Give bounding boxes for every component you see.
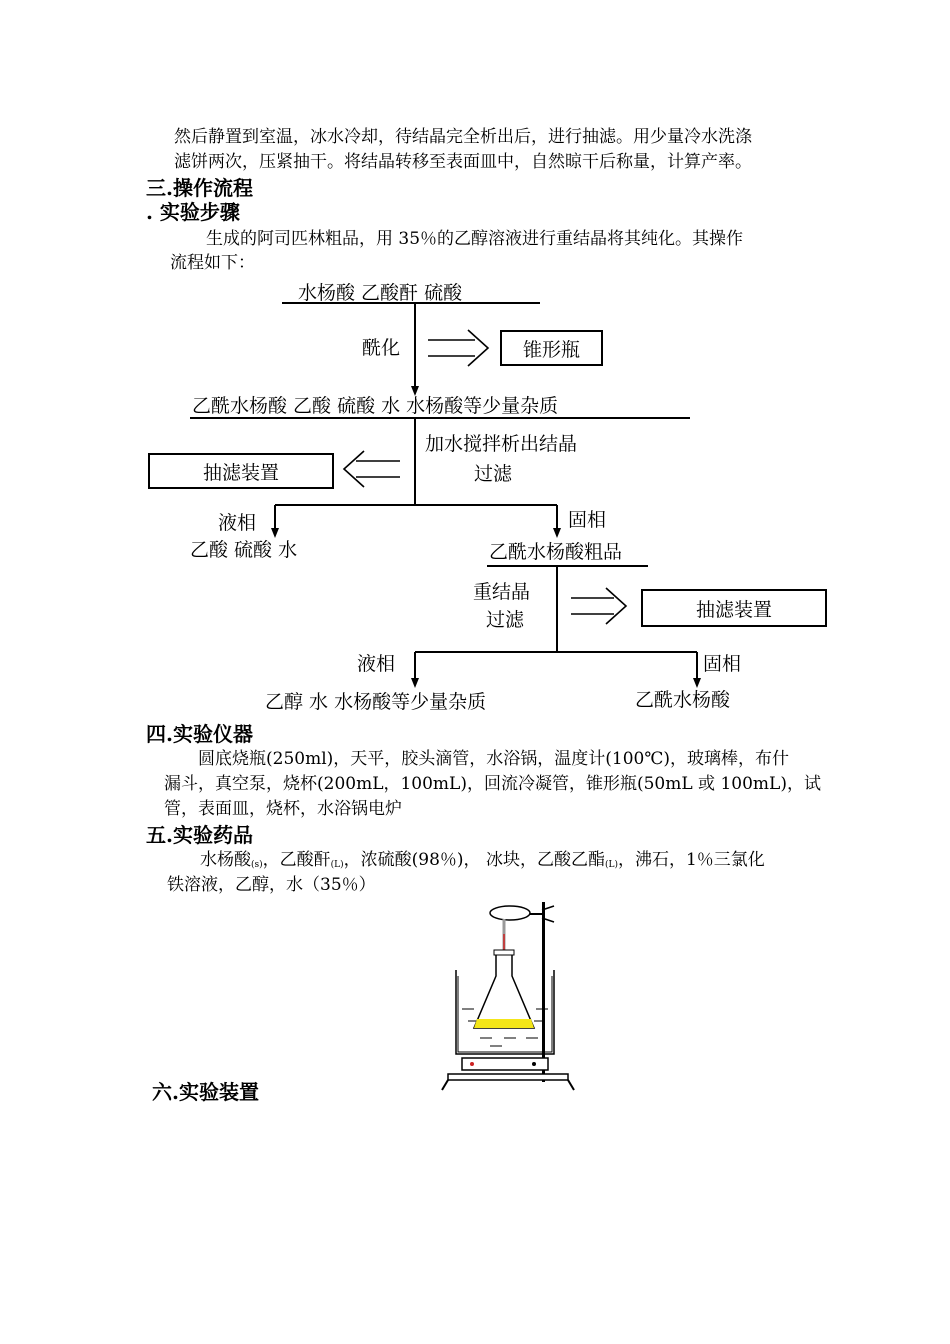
flow-step3-label-2: 过滤 [486, 609, 525, 631]
section4-line-1: 圆底烧瓶(250ml)，天平，胶头滴管，水浴锅，温度计(100℃)，玻璃棒，布什 [198, 749, 789, 769]
flow-step2-label-2: 过滤 [474, 463, 513, 485]
flow-reactants: 水杨酸 乙酸酐 硫酸 [298, 282, 463, 304]
flow-liquid1-content: 乙酸 硫酸 水 [190, 539, 298, 561]
flow-liquid2-content: 乙醇 水 水杨酸等少量杂质 [265, 691, 487, 713]
section4-heading: 四.实验仪器 [146, 722, 253, 746]
section6-heading: 六.实验装置 [152, 1080, 259, 1104]
flow-solid2-content: 乙酰水杨酸 [635, 689, 731, 711]
flow-step3-box: 抽滤装置 [641, 589, 827, 627]
state-solid-sub: (s) [251, 860, 263, 870]
apparatus-illustration [438, 894, 578, 1100]
flow-liquid1-label: 液相 [218, 512, 257, 534]
flow-step2-label-1: 加水搅拌析出结晶 [425, 433, 578, 455]
section3-para-line-2: 流程如下： [170, 253, 255, 273]
section3-heading: 三.操作流程 [146, 176, 253, 200]
section3-para-line-1: 生成的阿司匹林粗品，用 35％的乙醇溶液进行重结晶将其纯化。其操作 [206, 229, 744, 249]
section4-line-3: 管，表面皿，烧杯，水浴锅电炉 [164, 799, 402, 819]
flow-solid2-label: 固相 [703, 653, 742, 675]
intro-line-1: 然后静置到室温，冰水冷却，待结晶完全析出后，进行抽滤。用少量冷水洗涤 [174, 127, 752, 147]
flow-solid1-content: 乙酰水杨酸粗品 [489, 541, 623, 563]
section5-line-2: 铁溶液，乙醇，水（35％） [167, 875, 376, 895]
chem-salicylic-acid: 水杨酸 [200, 850, 251, 870]
flow-step2-box: 抽滤装置 [148, 453, 334, 489]
section5-line-1 [200, 849, 765, 876]
state-liquid-sub-1: (L) [330, 860, 344, 870]
chem-sulfuric-ice-ethyl-acetate: ，浓硫酸(98％)， 冰块，乙酸乙酯 [343, 850, 605, 870]
state-liquid-sub-2: (L) [604, 860, 618, 870]
intro-line-2: 滤饼两次，压紧抽干。将结晶转移至表面皿中，自然晾干后称量，计算产率。 [174, 152, 752, 172]
chem-acetic-anhydride: ，乙酸酐 [262, 850, 331, 870]
section3-subheading: . 实验步骤 [146, 200, 240, 224]
chem-boiling-stone-ferric: ，沸石，1％三氯化 [617, 850, 765, 870]
flow-solid1-label: 固相 [568, 509, 607, 531]
flow-step1-box: 锥形瓶 [500, 330, 603, 366]
flow-step3-label-1: 重结晶 [473, 581, 531, 603]
section5-heading: 五.实验药品 [146, 823, 253, 847]
flow-mixture: 乙酰水杨酸 乙酸 硫酸 水 水杨酸等少量杂质 [192, 395, 559, 417]
flow-liquid2-label: 液相 [357, 653, 396, 675]
flow-step1-label: 酰化 [362, 337, 401, 359]
section4-line-2: 漏斗，真空泵，烧杯(200mL，100mL)，回流冷凝管，锥形瓶(50mL 或 100mL)，试 [164, 774, 821, 794]
